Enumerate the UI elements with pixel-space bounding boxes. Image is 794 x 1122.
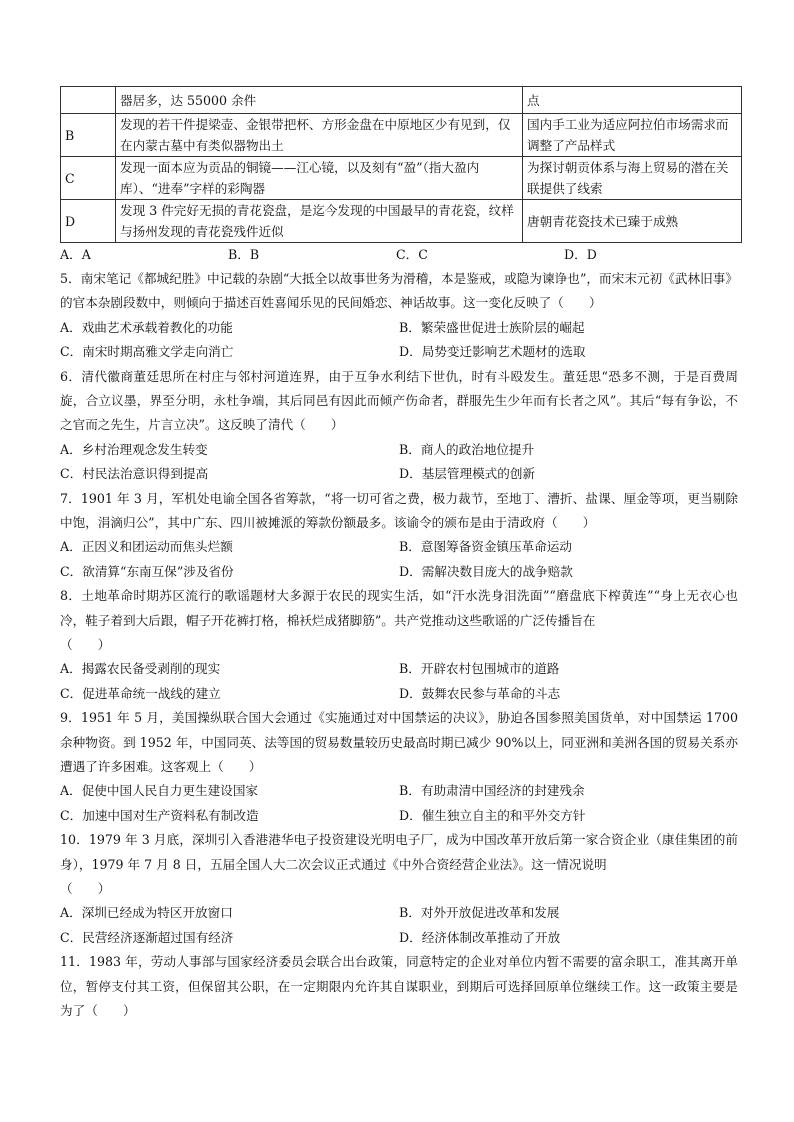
choice-option[interactable]: A．戏曲艺术承载着教化的功能 [60, 319, 233, 335]
choice-option[interactable]: A．深圳已经成为特区开放窗口 [60, 905, 233, 921]
row-evidence: 发现的若干件提梁壶、金银带把杯、方形金盘在中原地区少有见到，仅在内蒙古墓中有类似器物出土 [116, 114, 523, 157]
choice-option[interactable]: C．欲清算“东南互保”涉及省份 [60, 563, 234, 579]
choice-option[interactable]: C．C [396, 247, 428, 262]
choice-option[interactable]: C．南宋时期高雅文学走向消亡 [60, 344, 234, 360]
choice-option[interactable]: D．D [564, 247, 597, 262]
answer-blank: （ ） [60, 637, 111, 652]
choice-option[interactable]: D．局势变迁影响艺术题材的选取 [399, 344, 586, 360]
row-conclusion: 国内手工业为适应阿拉伯市场需求而调整了产品样式 [523, 114, 742, 157]
question-stem: 8．土地革命时期苏区流行的歌谣题材大多源于农民的现实生活，如“汗水洗身泪洗面”“磨盘底下榨黄连”“身上无衣心也冷，鞋子着到大后跟，帽子开花裤打格，棉袄烂成猪脚筋”。共产党推动这些歌谣的广泛传播旨在 [60, 588, 738, 628]
q4-choices [60, 243, 738, 267]
question-stem: 5．南宋笔记《都城纪胜》中记载的杂剧“大抵全以故事世务为滑稽，本是鉴戒，或隐为谏诤也”，而宋末元初《武林旧事》的官本杂剧段数中，则倾向于描述百姓喜闻乐见的民间婚恋、神话故事。这一变化反映了（ ） [60, 271, 738, 311]
choice-option[interactable]: C．加速中国对生产资料私有制改造 [60, 807, 259, 823]
table-row [61, 87, 742, 114]
question-stem: 10．1979 年 3 月底，深圳引入香港港华电子投资建设光明电子厂，成为中国改革开放后第一家合资企业（康佳集团的前身），1979 年 7 月 8 日，五届全国人大二次会议正式通过《中外合资经营企业法》。这一情况说明 [60, 832, 738, 872]
row-evidence: 发现 3 件完好无损的青花瓷盘，是迄今发现的中国最早的青花瓷，纹样与扬州发现的青花瓷残件近似 [116, 200, 523, 243]
choice-option[interactable]: B．B [228, 247, 260, 262]
choice-option[interactable]: D．基层管理模式的创新 [399, 466, 536, 482]
choice-option[interactable]: B．对外开放促进改革和发展 [399, 905, 560, 921]
question-6 [60, 365, 738, 487]
options-table [60, 86, 742, 243]
choice-option[interactable]: A．乡村治理观念发生转变 [60, 441, 208, 457]
row-label: C [61, 157, 116, 200]
row-label [61, 87, 116, 114]
question-5 [60, 267, 738, 365]
question-10 [60, 828, 738, 950]
choice-option[interactable]: B．意图筹备资金镇压革命运动 [399, 539, 572, 555]
choice-option[interactable]: B．商人的政治地位提升 [399, 441, 535, 457]
question-11 [60, 950, 738, 1023]
row-label: B [61, 114, 116, 157]
question-9 [60, 706, 738, 828]
choice-option[interactable]: D．需解决数目庞大的战争赔款 [399, 563, 573, 579]
choice-option[interactable]: A．A [60, 247, 91, 262]
choice-option[interactable]: B．繁荣盛世促进士族阶层的崛起 [399, 319, 585, 335]
choice-option[interactable]: B．有助肃清中国经济的封建残余 [399, 783, 585, 799]
answer-blank: （ ） [60, 881, 111, 896]
choice-option[interactable]: D．鼓舞农民参与革命的斗志 [399, 685, 561, 701]
choice-option[interactable]: D．经济体制改革推动了开放 [399, 929, 561, 945]
choice-option[interactable]: A．促使中国人民自力更生建设国家 [60, 783, 259, 799]
question-stem: 9．1951 年 5 月，美国操纵联合国大会通过《实施通过对中国禁运的决议》，胁迫各国参照美国货单，对中国禁运 1700 余种物资。到 1952 年，中国同英、法等国的贸易数量较历史最高时期已减少 90%以上，同亚洲和美洲各国的贸易关系亦遭遇了许多困难。这客观上（ ） [60, 710, 738, 774]
table-row [61, 114, 742, 157]
row-conclusion: 为探讨朝贡体系与海上贸易的潜在关联提供了线索 [523, 157, 742, 200]
choice-option[interactable]: C．促进革命统一战线的建立 [60, 685, 221, 701]
question-stem: 6．清代徽商董廷思所在村庄与邻村河道连界，由于互争水利结下世仇，时有斗殴发生。董廷思“恐多不测，于是百费周旋，合立议墨，界至分明，永杜争端，其后同邑有因此而倾产伤命者，群服先生少年而有长者之风”。其后“每有争讼，不之官而之先生，片言立决”。这反映了清代（ ） [60, 368, 738, 433]
choice-option[interactable]: A．正因义和团运动而焦头烂额 [60, 539, 233, 555]
choice-option[interactable]: C．民营经济逐渐超过国有经济 [60, 929, 234, 945]
choice-option[interactable]: A．揭露农民备受剥削的现实 [60, 661, 221, 677]
question-stem: 7．1901 年 3 月，军机处电谕全国各省筹款，“将一切可省之费，极力裁节，至地丁、漕折、盐课、厘金等项，更当剔除中饱，涓滴归公”，其中广东、四川被摊派的筹款份额最多。该谕令的颁布是由于清政府（ ） [60, 490, 738, 530]
choice-option[interactable]: C．村民法治意识得到提高 [60, 466, 209, 482]
question-8 [60, 584, 738, 706]
choice-option[interactable]: D．催生独立自主的和平外交方针 [399, 807, 586, 823]
row-evidence: 器居多，达 55000 余件 [116, 87, 523, 114]
choice-option[interactable]: B．开辟农村包围城市的道路 [399, 661, 560, 677]
row-label: D [61, 200, 116, 243]
row-evidence: 发现一面本应为贡品的铜镜——江心镜，以及刻有“盈”（指大盈内库）、“进奉”字样的彩陶器 [116, 157, 523, 200]
row-conclusion: 点 [523, 87, 742, 114]
row-conclusion: 唐朝青花瓷技术已臻于成熟 [523, 200, 742, 243]
table-row [61, 157, 742, 200]
question-7 [60, 487, 738, 585]
table-row [61, 200, 742, 243]
question-stem: 11．1983 年，劳动人事部与国家经济委员会联合出台政策，同意特定的企业对单位内暂不需要的富余职工，准其离开单位，暂停支付其工资，但保留其公职，在一定期限内允许其自谋职业，到期后可选择回原单位继续工作。这一政策主要是为了（ ） [60, 954, 738, 1018]
